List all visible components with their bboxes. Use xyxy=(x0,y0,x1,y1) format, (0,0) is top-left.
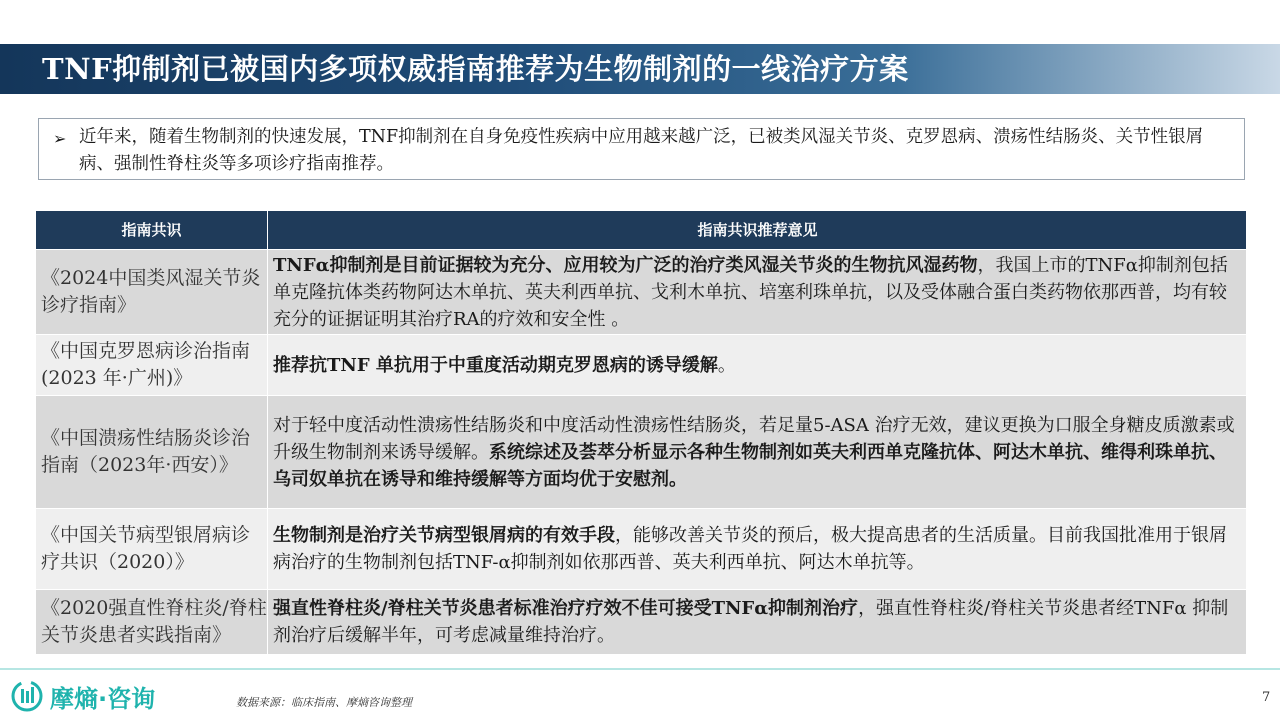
table-row xyxy=(36,335,1246,395)
logo-icon xyxy=(10,679,44,713)
header-guide: 指南共识 xyxy=(36,211,268,249)
recommendation-bold: 推荐抗TNF 单抗用于中重度活动期克罗恩病的诱导缓解 xyxy=(273,354,718,376)
bullet-arrow-icon: ➢ xyxy=(53,129,67,148)
guide-name: 《中国克罗恩病诊治指南(2023 年·广州)》 xyxy=(36,335,268,395)
page-number: 7 xyxy=(1262,690,1271,705)
guidelines-table xyxy=(36,211,1246,654)
table-row xyxy=(36,250,1246,334)
recommendation-bold: 生物制剂是治疗关节病型银屑病的有效手段 xyxy=(273,525,615,546)
table-row xyxy=(36,509,1246,589)
recommendation-text: ，强直性脊柱炎/脊柱关节炎患者经TNFα 抑制剂治疗后缓解半年，可考虑减量维持治疗。 xyxy=(273,598,1229,646)
recommendation-bold: 强直性脊柱炎/脊柱关节炎患者标准治疗疗效不佳可接受TNFα抑制剂治疗 xyxy=(273,598,859,619)
guide-name: 《中国溃疡性结肠炎诊治指南（2023年·西安）》 xyxy=(36,396,268,508)
table-row xyxy=(36,590,1246,654)
table-row xyxy=(36,396,1246,508)
recommendation-text: ，我国上市的TNFα抑制剂包括单克隆抗体类药物阿达木单抗、英夫利西单抗、戈利木单抗、培塞利珠单抗，以及受体融合蛋白类药物依那西普，均有较充分的证据证明其治疗RA的疗效和安全性 。 xyxy=(273,254,1228,330)
recommendation xyxy=(269,250,1246,334)
recommendation xyxy=(269,396,1246,508)
page-title: TNF抑制剂已被国内多项权威指南推荐为生物制剂的一线治疗方案 xyxy=(42,52,909,86)
recommendation-text: ，能够改善关节炎的预后，极大提高患者的生活质量。目前我国批准用于银屑病治疗的生物制剂包括TNF-α抑制剂如依那西普、英夫利西单抗、阿达木单抗等。 xyxy=(273,525,1227,573)
recommendation-text: 。 xyxy=(717,354,736,376)
guide-name: 《中国关节病型银屑病诊疗共识（2020）》 xyxy=(36,509,268,589)
brand-logo xyxy=(10,678,155,714)
guide-name: 《2020强直性脊柱炎/脊柱关节炎患者实践指南》 xyxy=(36,590,268,654)
guide-name: 《2024中国类风湿关节炎诊疗指南》 xyxy=(36,250,268,334)
recommendation-bold: 系统综述及荟萃分析显示各种生物制剂如英夫利西单克隆抗体、阿达木单抗、维得利珠单抗、乌司奴单抗在诱导和维持缓解等方面均优于安慰剂。 xyxy=(273,441,1227,490)
header-recommendation: 指南共识推荐意见 xyxy=(697,221,818,239)
summary-text: 近年来，随着生物制剂的快速发展，TNF抑制剂在自身免疫性疾病中应用越来越广泛，已被类风湿关节炎、克罗恩病、溃疡性结肠炎、关节性银屑病、强制性脊柱炎等多项诊疗指南推荐。 xyxy=(79,127,1204,174)
data-source: 数据来源：临床指南、摩熵咨询整理 xyxy=(236,696,412,709)
recommendation xyxy=(269,509,1246,589)
recommendation-text: 对于轻中度活动性溃疡性结肠炎和中度活动性溃疡性结肠炎，若足量5-ASA 治疗无效，建议更换为口服全身糖皮质激素或升级生物制剂来诱导缓解。 xyxy=(273,414,1235,463)
recommendation-bold: TNFα抑制剂是目前证据较为充分、应用较为广泛的治疗类风湿关节炎的生物抗风湿药物 xyxy=(273,254,978,276)
recommendation xyxy=(269,335,1246,395)
footer-divider xyxy=(0,668,1280,670)
table-header xyxy=(36,211,1246,249)
recommendation xyxy=(269,590,1246,654)
logo-text: 摩熵·咨询 xyxy=(50,684,156,713)
summary-box xyxy=(38,118,1245,180)
